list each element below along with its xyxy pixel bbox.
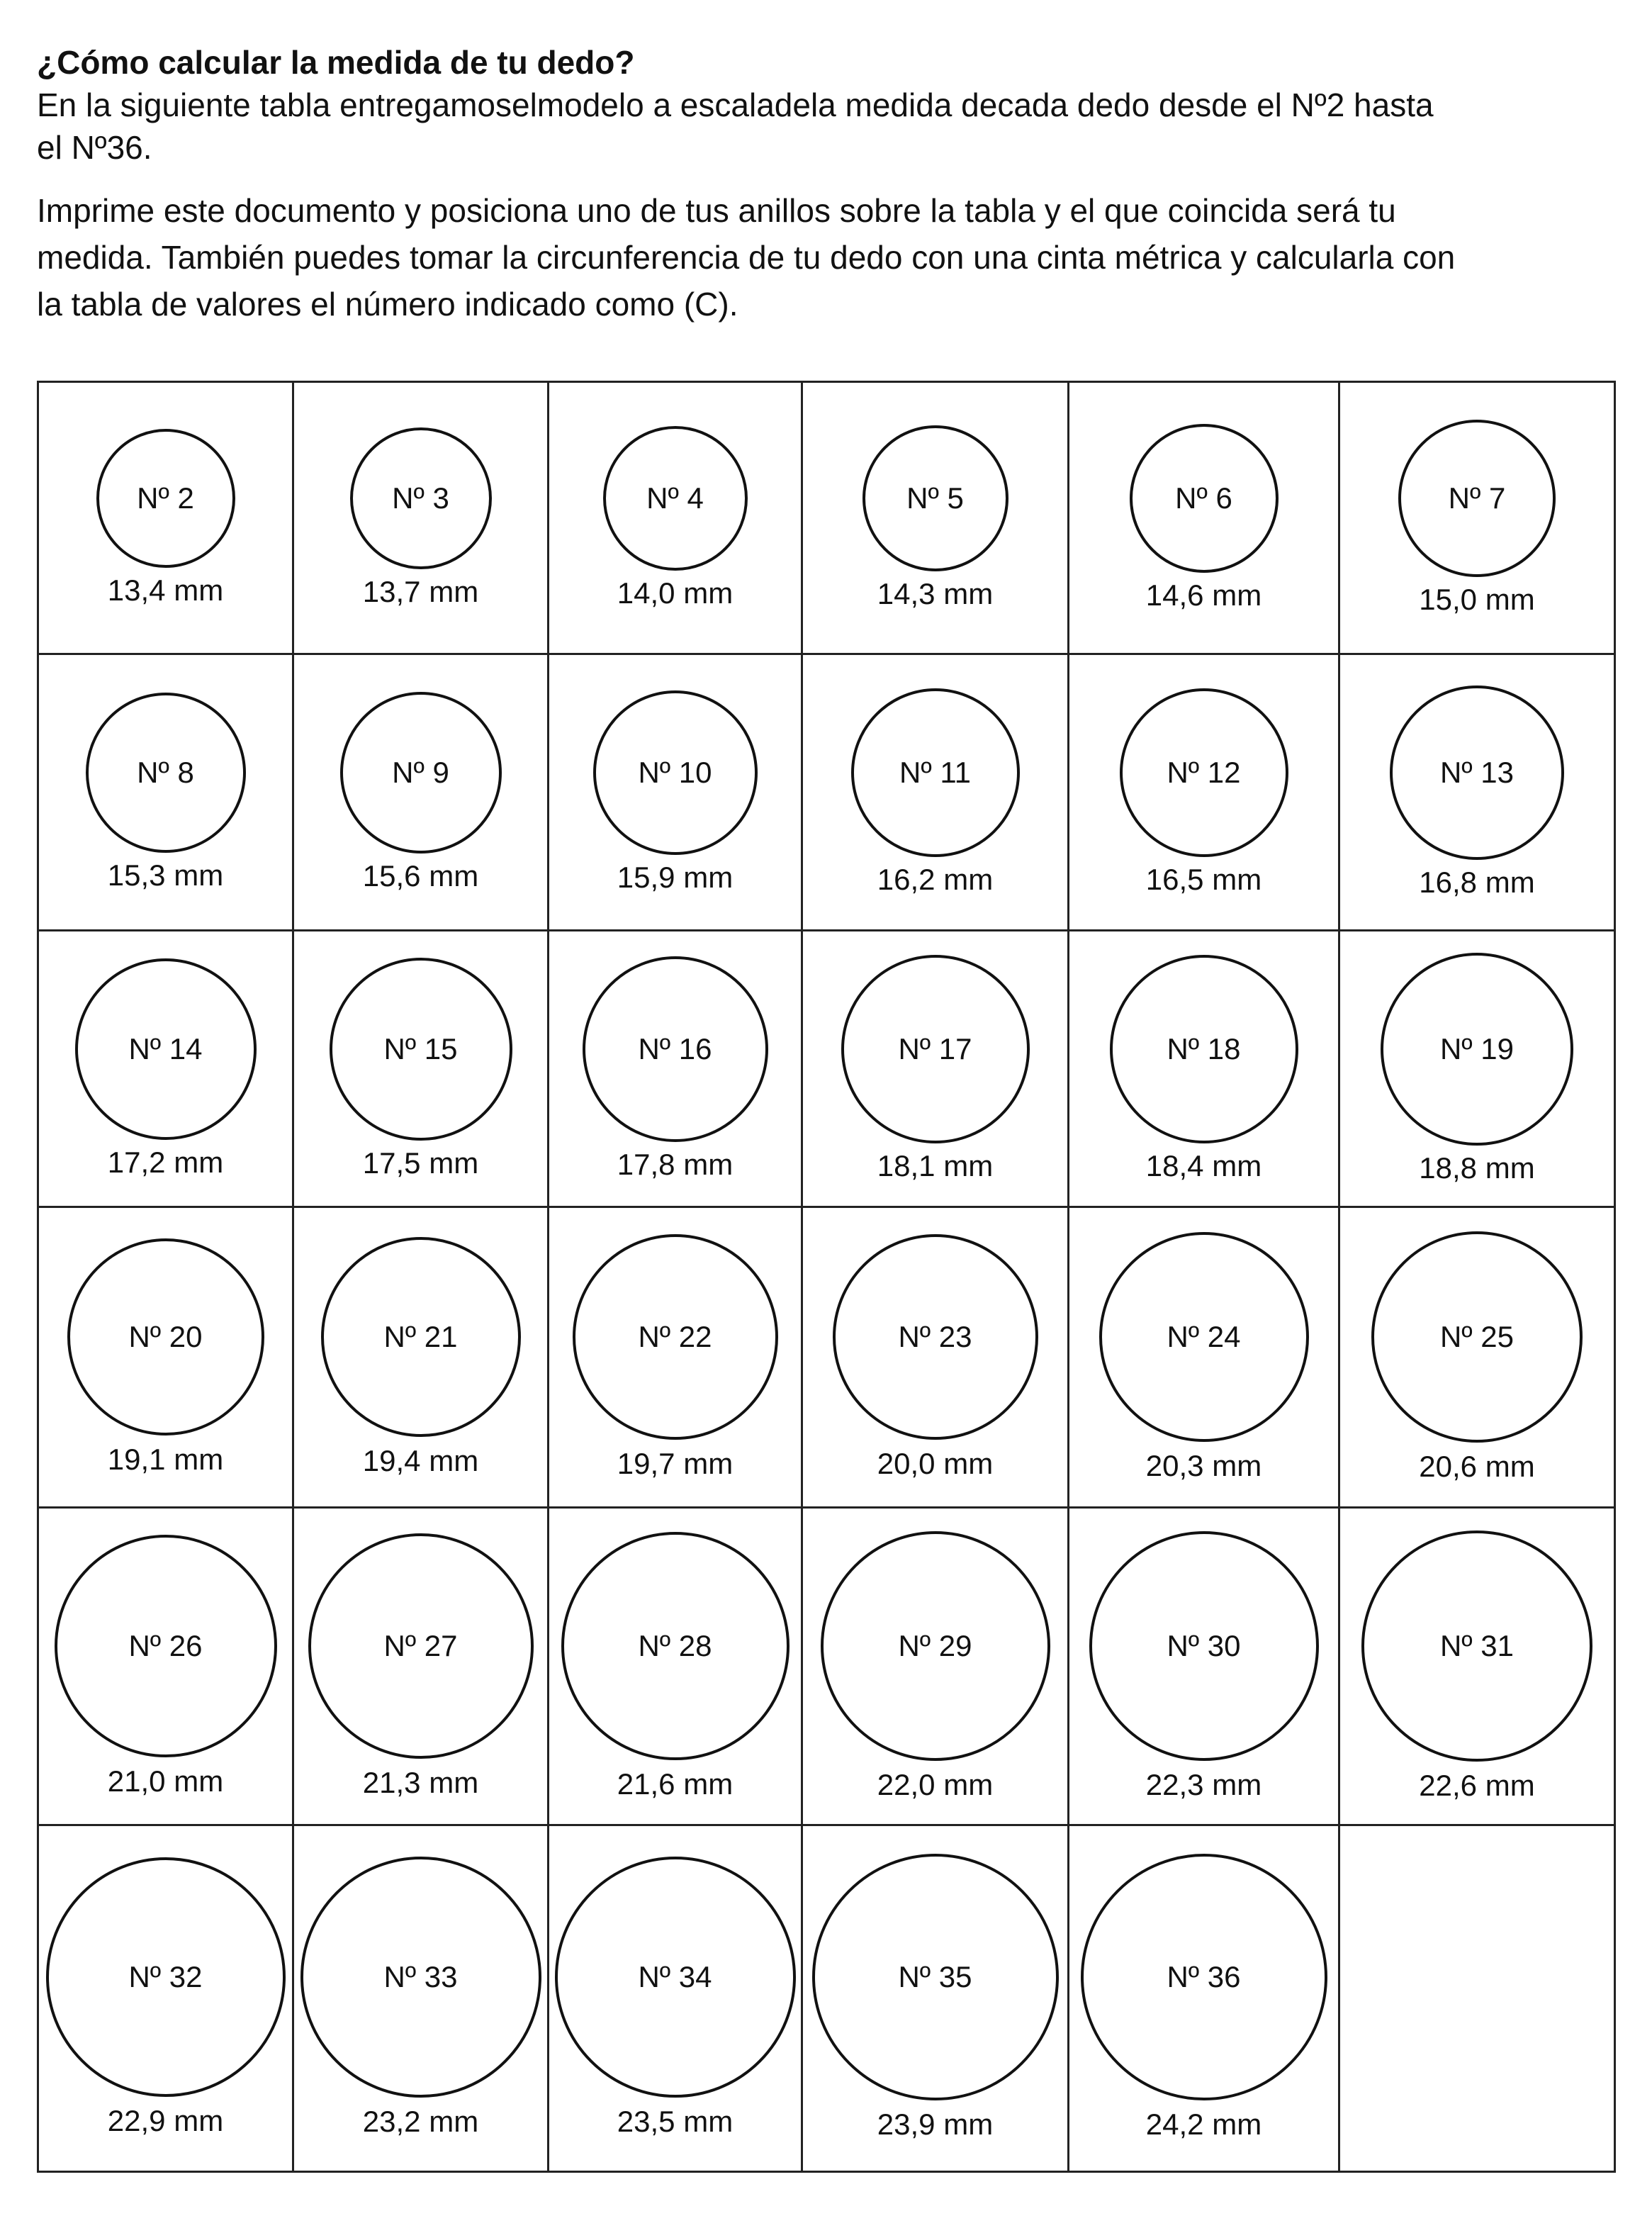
- ring-size-label: Nº 13: [1439, 756, 1515, 789]
- ring-size-label: Nº 31: [1439, 1629, 1515, 1662]
- ring-diameter-value: 15,0 mm: [1419, 583, 1535, 616]
- ring-size-label: Nº 7: [1448, 481, 1506, 515]
- ring-size-cell: [1340, 1208, 1614, 1509]
- ring-size-cell: [1069, 931, 1340, 1208]
- ring-diameter-value: 21,0 mm: [107, 1764, 224, 1798]
- ring-size-label: Nº 10: [638, 756, 712, 789]
- ring-size-cell: [1069, 1208, 1340, 1509]
- ring-size-cell: [294, 1826, 549, 2171]
- ring-size-label: Nº 8: [137, 756, 194, 789]
- ring-circle: [1398, 420, 1556, 577]
- ring-size-label: Nº 21: [383, 1320, 458, 1353]
- ring-size-cell: [549, 655, 803, 931]
- ring-diameter-value: 23,2 mm: [362, 2105, 479, 2138]
- ring-diameter-value: 17,5 mm: [362, 1146, 479, 1180]
- ring-diameter-value: 19,1 mm: [107, 1443, 224, 1476]
- ring-size-cell: [294, 1509, 549, 1826]
- ring-diameter-value: 24,2 mm: [1145, 2108, 1262, 2141]
- ring-size-label: Nº 36: [1167, 1960, 1241, 1993]
- ring-size-cell: [39, 655, 294, 931]
- ring-circle: [573, 1234, 778, 1440]
- ring-size-label: Nº 2: [137, 481, 194, 515]
- ring-size-cell: [39, 931, 294, 1208]
- ring-size-label: Nº 34: [638, 1960, 712, 1993]
- ring-diameter-value: 19,7 mm: [617, 1447, 734, 1480]
- ring-circle: [308, 1533, 534, 1759]
- ring-size-cell: [803, 1509, 1069, 1826]
- ring-diameter-value: 20,3 mm: [1145, 1449, 1262, 1482]
- ring-size-label: Nº 3: [392, 481, 449, 515]
- ring-diameter-value: 16,8 mm: [1419, 866, 1535, 899]
- ring-size-cell: [1069, 383, 1340, 655]
- ring-circle: [86, 693, 246, 853]
- ring-circle: [1381, 953, 1573, 1146]
- ring-size-cell: [803, 655, 1069, 931]
- ring-diameter-value: 16,2 mm: [877, 863, 994, 896]
- ring-size-label: Nº 12: [1167, 756, 1241, 789]
- intro-line: la tabla de valores el número indicado como (C).: [37, 286, 738, 323]
- intro-paragraph-1: [37, 84, 1596, 169]
- ring-diameter-value: 14,3 mm: [877, 577, 994, 610]
- ring-size-label: Nº 24: [1167, 1320, 1241, 1353]
- ring-size-cell: [1340, 931, 1614, 1208]
- intro-line: el Nº36.: [37, 129, 152, 166]
- ring-size-table: [37, 381, 1616, 2173]
- ring-circle: [851, 688, 1020, 857]
- ring-circle: [812, 1854, 1059, 2100]
- ring-size-cell: [39, 1826, 294, 2171]
- ring-size-label: Nº 20: [128, 1320, 203, 1353]
- ring-size-cell: [294, 1208, 549, 1509]
- ring-diameter-value: 15,9 mm: [617, 861, 734, 894]
- ring-circle: [300, 1857, 541, 2098]
- ring-circle: [350, 427, 492, 569]
- ring-size-label: Nº 30: [1167, 1629, 1241, 1662]
- ring-circle: [321, 1237, 521, 1437]
- ring-diameter-value: 21,3 mm: [362, 1766, 479, 1799]
- ring-diameter-value: 22,9 mm: [107, 2104, 224, 2137]
- ring-size-label: Nº 11: [899, 756, 971, 789]
- ring-circle: [55, 1535, 277, 1757]
- ring-size-label: Nº 4: [646, 481, 704, 515]
- ring-size-label: Nº 16: [638, 1032, 712, 1065]
- ring-circle: [1371, 1231, 1583, 1443]
- ring-diameter-value: 23,5 mm: [617, 2105, 734, 2138]
- ring-size-cell: [549, 931, 803, 1208]
- ring-circle: [555, 1857, 796, 2098]
- ring-size-label: Nº 17: [898, 1032, 972, 1065]
- ring-size-cell: [803, 383, 1069, 655]
- ring-size-cell: [803, 1826, 1069, 2171]
- ring-circle: [1361, 1530, 1592, 1762]
- ring-size-cell: [549, 1826, 803, 2171]
- ring-size-label: Nº 14: [128, 1032, 203, 1065]
- ring-diameter-value: 23,9 mm: [877, 2108, 994, 2141]
- ring-size-cell: [294, 383, 549, 655]
- ring-circle: [96, 429, 235, 568]
- ring-circle: [46, 1857, 286, 2097]
- ring-size-label: Nº 25: [1439, 1320, 1515, 1353]
- intro: [37, 41, 1596, 328]
- ring-diameter-value: 20,0 mm: [877, 1447, 994, 1480]
- ring-diameter-value: 15,6 mm: [362, 859, 479, 892]
- ring-diameter-value: 14,0 mm: [617, 576, 734, 610]
- ring-circle: [862, 425, 1008, 571]
- ring-size-label: Nº 27: [383, 1629, 458, 1662]
- ring-size-label: Nº 32: [128, 1960, 203, 1993]
- ring-circle: [1130, 424, 1279, 573]
- ring-diameter-value: 22,6 mm: [1419, 1769, 1535, 1802]
- ring-size-cell: [39, 383, 294, 655]
- ring-size-label: Nº 33: [383, 1960, 458, 1993]
- ring-diameter-value: 18,8 mm: [1419, 1151, 1535, 1185]
- ring-diameter-value: 21,6 mm: [617, 1767, 734, 1801]
- ring-circle: [1089, 1531, 1319, 1761]
- intro-line: Imprime este documento y posiciona uno de tus anillos sobre la tabla y el que coincida será tu: [37, 192, 1396, 229]
- ring-size-cell: [549, 1509, 803, 1826]
- ring-circle: [340, 692, 502, 854]
- ring-diameter-value: 13,7 mm: [362, 575, 479, 608]
- ring-circle: [1120, 688, 1288, 857]
- ring-size-label: Nº 22: [638, 1320, 712, 1353]
- ring-size-cell: [39, 1208, 294, 1509]
- ring-circle: [1390, 685, 1564, 860]
- ring-diameter-value: 22,0 mm: [877, 1768, 994, 1801]
- ring-diameter-value: 17,8 mm: [617, 1148, 734, 1181]
- ring-circle: [330, 958, 512, 1141]
- ring-circle: [1110, 955, 1298, 1143]
- empty-cell: [1340, 1826, 1614, 2171]
- ring-circle: [561, 1532, 790, 1760]
- ring-diameter-value: 13,4 mm: [107, 573, 224, 607]
- ring-size-cell: [803, 1208, 1069, 1509]
- ring-circle: [821, 1531, 1050, 1761]
- ring-diameter-value: 16,5 mm: [1145, 863, 1262, 896]
- intro-paragraph-2: [37, 187, 1596, 328]
- ring-size-cell: [1340, 383, 1614, 655]
- ring-size-cell: [803, 931, 1069, 1208]
- ring-size-cell: [294, 655, 549, 931]
- ring-size-label: Nº 26: [128, 1629, 203, 1662]
- ring-size-label: Nº 19: [1439, 1032, 1515, 1065]
- ring-size-label: Nº 9: [392, 756, 449, 789]
- ring-diameter-value: 14,6 mm: [1145, 578, 1262, 612]
- ring-circle: [1099, 1232, 1309, 1442]
- ring-size-cell: [1069, 655, 1340, 931]
- ring-size-cell: [1340, 655, 1614, 931]
- ring-diameter-value: 18,4 mm: [1145, 1149, 1262, 1182]
- ring-size-label: Nº 6: [1175, 481, 1232, 515]
- ring-circle: [603, 426, 748, 571]
- ring-size-cell: [1069, 1826, 1340, 2171]
- ring-size-cell: [549, 383, 803, 655]
- intro-line: En la siguiente tabla entregamoselmodelo a escaladela medida decada dedo desde el Nº2 hasta: [37, 86, 1434, 123]
- ring-size-cell: [1069, 1509, 1340, 1826]
- ring-circle: [583, 956, 768, 1142]
- ring-size-label: Nº 28: [638, 1629, 712, 1662]
- ring-circle: [833, 1234, 1038, 1440]
- ring-size-cell: [1340, 1509, 1614, 1826]
- ring-circle: [75, 958, 257, 1140]
- ring-circle: [1081, 1854, 1327, 2100]
- ring-size-cell: [39, 1509, 294, 1826]
- ring-size-label: Nº 18: [1167, 1032, 1241, 1065]
- ring-size-cell: [294, 931, 549, 1208]
- ring-diameter-value: 17,2 mm: [107, 1146, 224, 1179]
- ring-circle: [593, 690, 758, 855]
- ring-diameter-value: 15,3 mm: [107, 858, 224, 892]
- ring-size-label: Nº 5: [906, 481, 964, 515]
- ring-diameter-value: 20,6 mm: [1419, 1450, 1535, 1483]
- ring-size-label: Nº 23: [898, 1320, 972, 1353]
- ring-circle: [841, 955, 1030, 1143]
- page-title: ¿Cómo calcular la medida de tu dedo?: [37, 44, 635, 81]
- ring-size-cell: [549, 1208, 803, 1509]
- intro-line: medida. También puedes tomar la circunferencia de tu dedo con una cinta métrica y calcularla con: [37, 239, 1456, 276]
- ring-size-label: Nº 29: [898, 1629, 972, 1662]
- ring-circle: [67, 1238, 264, 1436]
- ring-size-label: Nº 35: [898, 1960, 972, 1993]
- ring-size-label: Nº 15: [383, 1032, 458, 1065]
- ring-diameter-value: 22,3 mm: [1145, 1768, 1262, 1801]
- ring-diameter-value: 18,1 mm: [877, 1149, 994, 1182]
- ring-diameter-value: 19,4 mm: [362, 1444, 479, 1477]
